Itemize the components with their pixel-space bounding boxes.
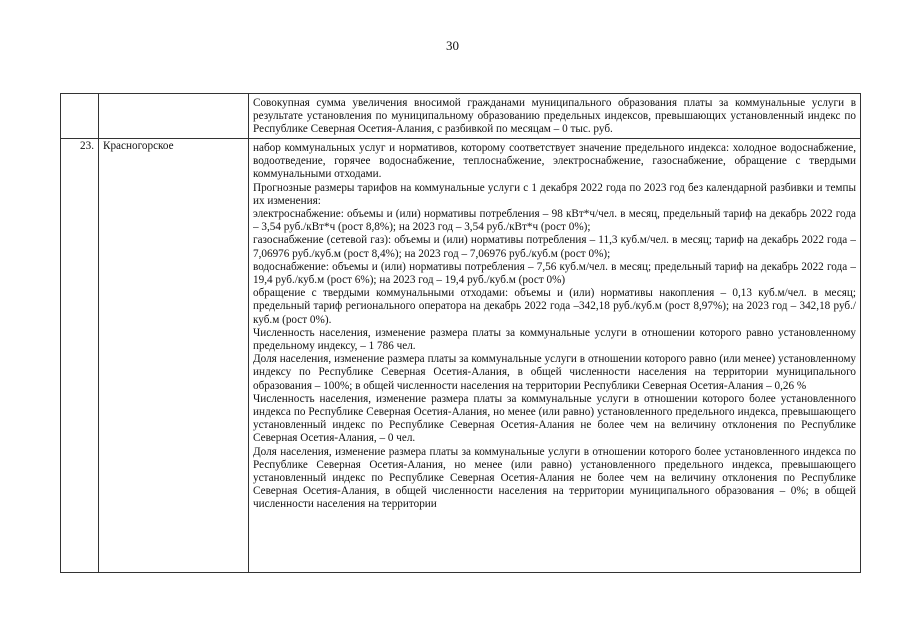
paragraph-waste: обращение с твердыми коммунальными отходами: объемы и (или) нормативы накопления – 0,13 куб.м/чел. в месяц; предельный тариф регионального оператора на декабрь 2022 года –342,18 руб./куб.м (рост 8,97%); на 2023 год – 342,18 руб./куб.м (рост 0%).	[253, 287, 856, 326]
row-number-cell: 23.	[61, 139, 99, 573]
paragraph-water: водоснабжение: объемы и (или) нормативы потребления – 7,56 куб.м/чел. в месяц; предельный тариф на декабрь 2022 года – 19,4 руб./куб.м (рост 6%); на 2023 год – 19,4 руб./куб.м (рост 0%)	[253, 260, 856, 287]
paragraph: Совокупная сумма увеличения вносимой гражданами муниципального образования платы за коммунальные услуги в результате установления по муниципальному образованию предельных индексов, превышающих установленный индекс по Республике Северная Осетия-Алания, с разбивкой по месяцам – 0 тыс. руб.	[253, 97, 856, 136]
paragraph-population-equal: Численность населения, изменение размера платы за коммунальные услуги в отношении которого равно установленному предельному индексу, – 1 786 чел.	[253, 326, 856, 353]
paragraph-gas: газоснабжение (сетевой газ): объемы и (или) нормативы потребления – 11,3 куб.м/чел. в месяц; тариф на декабрь 2022 года – 7,06976 руб./куб.м (рост 8,4%); на 2023 год – 7,06976 руб./куб.м (рост 0%);	[253, 234, 856, 260]
paragraph-electricity: электроснабжение: объемы и (или) нормативы потребления – 98 кВт*ч/чел. в месяц, предельный тариф на декабрь 2022 года – 3,54 руб./кВт*ч (рост 8,8%); на 2023 год – 3,54 руб./кВт*ч (рост 0%);	[253, 208, 856, 234]
row-content-cell	[249, 94, 861, 139]
row-number-cell	[61, 94, 99, 139]
paragraph-share-equal: Доля населения, изменение размера платы за коммунальные услуги в отношении которого равно (или менее) установленному индексу по Республике Северная Осетия-Алания, в общей численности населения на территории муниципального образования – 100%; в общей численности населения на территории Республики Северная Осетия-Алания – 0,26 %	[253, 353, 856, 392]
page-number: 30	[446, 38, 459, 53]
municipal-tariff-table	[60, 93, 861, 573]
paragraph-population-above: Численность населения, изменение размера платы за коммунальные услуги в отношении которого более установленного индекса по Республике Северная Осетия-Алания, но менее (или равно) установленного предельного индекса, превышающего установленный индекс по Республике Северная Осетия-Алания не более чем на величину отклонения по Республике Северная Осетия-Алания, – 0 чел.	[253, 392, 856, 445]
municipality-name-cell: Красногорское	[99, 139, 249, 573]
table-row	[61, 139, 861, 573]
paragraph-services-set: набор коммунальных услуг и нормативов, которому соответствует значение предельного индекса: холодное водоснабжение, водоотведение, горячее водоснабжение, теплоснабжение, электроснабжение, газоснабжение, обращение с твердыми коммунальными отходами.	[253, 142, 856, 181]
paragraph-share-above: Доля населения, изменение размера платы за коммунальные услуги в отношении которого более установленного индекса по Республике Северная Осетия-Алания, но менее (или равно) установленного предельного индекса, превышающего установленный индекс по Республике Северная Осетия-Алания не более чем на величину отклонения по Республике Северная Осетия-Алания, в общей численности населения на территории муниципального образования – 0%; в общей численности населения на территории	[253, 445, 856, 511]
municipality-name-cell	[99, 94, 249, 139]
paragraph-tariff-forecast: Прогнозные размеры тарифов на коммунальные услуги с 1 декабря 2022 года по 2023 год без календарной разбивки и темпы их изменения:	[253, 181, 856, 207]
table-row	[61, 94, 861, 139]
row-content-cell	[249, 139, 861, 573]
